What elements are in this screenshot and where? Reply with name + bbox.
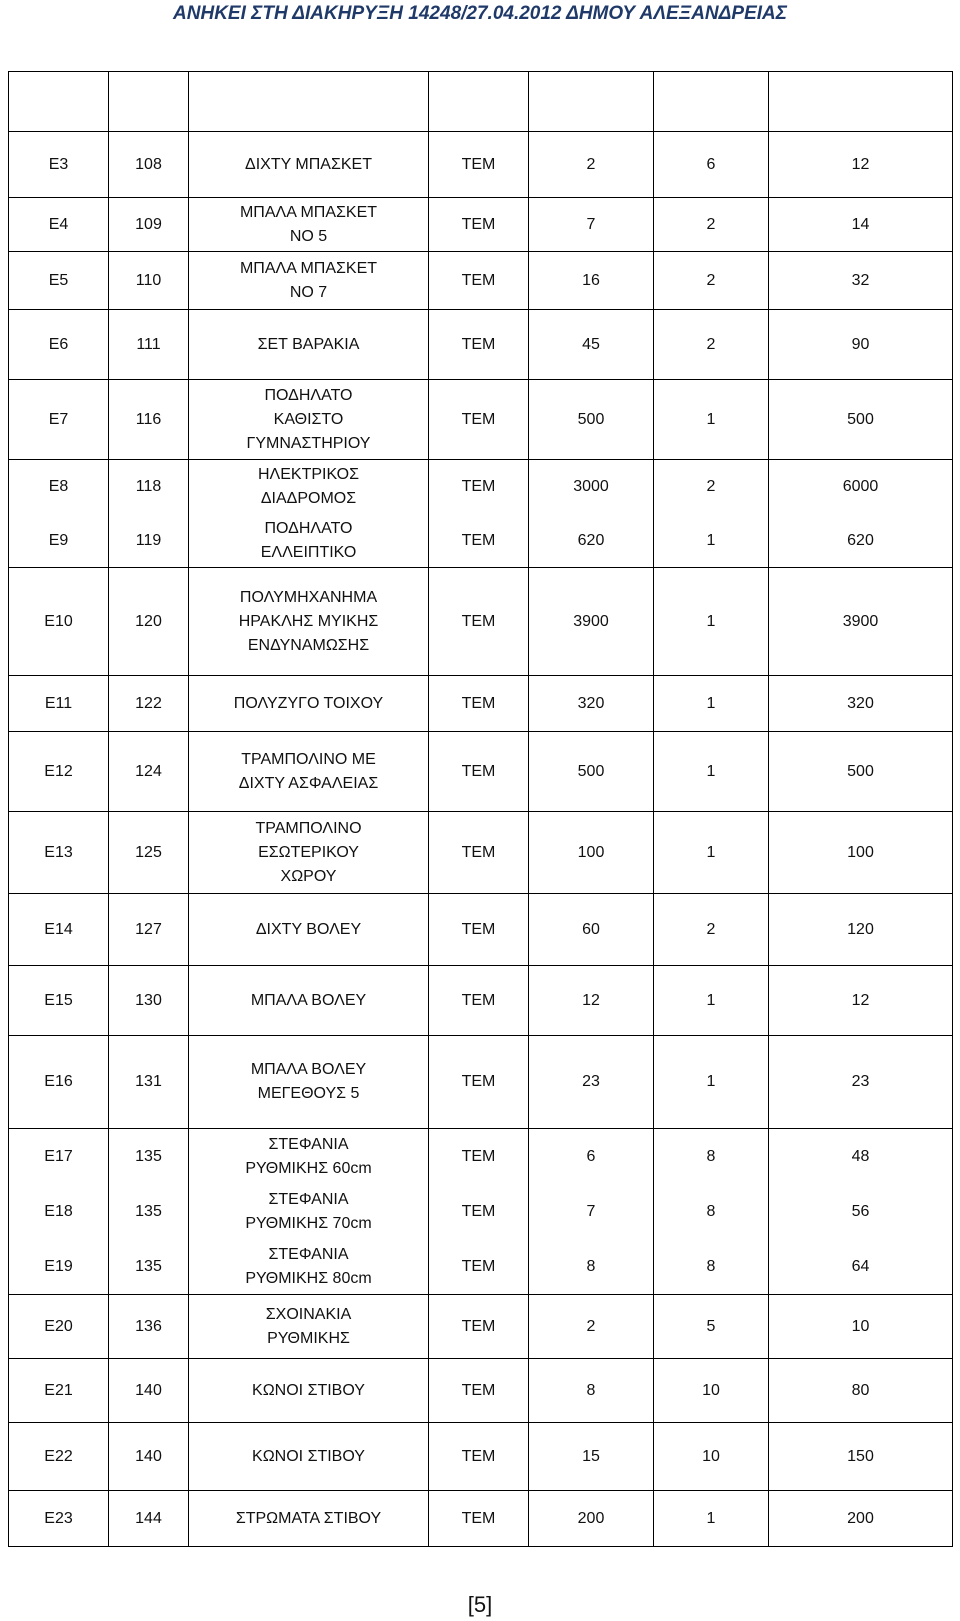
item-price: 16 bbox=[529, 252, 654, 309]
item-description: ΗΛΕΚΤΡΙΚΟΣ ΔΙΑΔΡΟΜΟΣ bbox=[189, 460, 429, 514]
item-total: 6000 bbox=[769, 460, 953, 514]
item-description: ΠΟΛΥΜΗΧΑΝΗΜΑ ΗΡΑΚΛΗΣ ΜΥΙΚΗΣ ΕΝΔΥΝΑΜΩΣΗΣ bbox=[189, 568, 429, 675]
table-row bbox=[9, 1295, 953, 1359]
item-description: ΣΕΤ ΒΑΡΑΚΙΑ bbox=[189, 310, 429, 379]
item-code: Ε22 bbox=[9, 1423, 109, 1490]
item-unit: ΤΕΜ bbox=[429, 310, 529, 379]
item-total: 80 bbox=[769, 1359, 953, 1422]
item-quantity: 1 bbox=[654, 380, 769, 459]
item-quantity: 1 bbox=[654, 514, 769, 567]
item-code: Ε18 bbox=[9, 1185, 109, 1239]
item-number: 118 bbox=[109, 460, 189, 514]
item-quantity: 1 bbox=[654, 676, 769, 731]
item-number: 124 bbox=[109, 732, 189, 811]
item-description: ΤΡΑΜΠΟΛΙΝΟ ΜΕ ΔΙΧΤΥ ΑΣΦΑΛΕΙΑΣ bbox=[189, 732, 429, 811]
item-number: 130 bbox=[109, 966, 189, 1035]
table-row bbox=[9, 966, 953, 1036]
item-description: ΤΡΑΜΠΟΛΙΝΟ ΕΣΩΤΕΡΙΚΟΥ ΧΩΡΟΥ bbox=[189, 812, 429, 893]
item-total: 500 bbox=[769, 380, 953, 459]
item-total: 14 bbox=[769, 198, 953, 251]
item-total: 64 bbox=[769, 1239, 953, 1294]
item-unit: ΤΕΜ bbox=[429, 966, 529, 1035]
item-total: 32 bbox=[769, 252, 953, 309]
item-unit: ΤΕΜ bbox=[429, 1036, 529, 1128]
item-unit: ΤΕΜ bbox=[429, 252, 529, 309]
item-description: ΔΙΧΤΥ ΒΟΛΕΥ bbox=[189, 894, 429, 965]
item-unit: ΤΕΜ bbox=[429, 1129, 529, 1185]
item-description: ΣΤΕΦΑΝΙΑ ΡΥΘΜΙΚΗΣ 70cm bbox=[189, 1185, 429, 1239]
item-code: Ε19 bbox=[9, 1239, 109, 1294]
item-code: Ε23 bbox=[9, 1491, 109, 1546]
item-code: Ε10 bbox=[9, 568, 109, 675]
table-row bbox=[9, 72, 953, 132]
item-price: 100 bbox=[529, 812, 654, 893]
item-total: 3900 bbox=[769, 568, 953, 675]
item-price: 620 bbox=[529, 514, 654, 567]
item-quantity: 1 bbox=[654, 732, 769, 811]
item-total: 620 bbox=[769, 514, 953, 567]
item-total: 150 bbox=[769, 1423, 953, 1490]
item-number: 120 bbox=[109, 568, 189, 675]
table-row bbox=[9, 676, 953, 732]
item-code: Ε7 bbox=[9, 380, 109, 459]
item-price: 23 bbox=[529, 1036, 654, 1128]
table-row bbox=[9, 1185, 953, 1239]
table-row bbox=[9, 1359, 953, 1423]
item-unit: ΤΕΜ bbox=[429, 514, 529, 567]
item-total: 23 bbox=[769, 1036, 953, 1128]
item-code: Ε20 bbox=[9, 1295, 109, 1358]
item-total: 100 bbox=[769, 812, 953, 893]
table-row bbox=[9, 812, 953, 894]
item-number: 110 bbox=[109, 252, 189, 309]
item-unit: ΤΕΜ bbox=[429, 1491, 529, 1546]
item-code: Ε21 bbox=[9, 1359, 109, 1422]
item-total: 200 bbox=[769, 1491, 953, 1546]
item-number: 135 bbox=[109, 1185, 189, 1239]
item-code: Ε17 bbox=[9, 1129, 109, 1185]
item-unit: ΤΕΜ bbox=[429, 1239, 529, 1294]
item-quantity: 2 bbox=[654, 252, 769, 309]
item-number: 111 bbox=[109, 310, 189, 379]
item-unit bbox=[429, 72, 529, 131]
item-quantity: 2 bbox=[654, 198, 769, 251]
item-price: 60 bbox=[529, 894, 654, 965]
item-quantity: 1 bbox=[654, 568, 769, 675]
item-description: ΣΤΕΦΑΝΙΑ ΡΥΘΜΙΚΗΣ 60cm bbox=[189, 1129, 429, 1185]
item-total bbox=[769, 72, 953, 131]
item-price: 12 bbox=[529, 966, 654, 1035]
item-price: 7 bbox=[529, 1185, 654, 1239]
item-number: 109 bbox=[109, 198, 189, 251]
item-description: ΜΠΑΛΑ ΒΟΛΕΥ ΜΕΓΕΘΟΥΣ 5 bbox=[189, 1036, 429, 1128]
item-unit: ΤΕΜ bbox=[429, 812, 529, 893]
item-quantity: 10 bbox=[654, 1359, 769, 1422]
item-description: ΠΟΔΗΛΑΤΟ ΕΛΛΕΙΠΤΙΚΟ bbox=[189, 514, 429, 567]
item-quantity: 8 bbox=[654, 1185, 769, 1239]
item-description: ΣΤΡΩΜΑΤΑ ΣΤΙΒΟΥ bbox=[189, 1491, 429, 1546]
item-price: 3000 bbox=[529, 460, 654, 514]
table-row bbox=[9, 132, 953, 198]
document-header: ΑΝΗΚΕΙ ΣΤΗ ΔΙΑΚΗΡΥΞΗ 14248/27.04.2012 ΔΗΜΟΥ ΑΛΕΞΑΝΔΡΕΙΑΣ bbox=[173, 3, 787, 24]
table-row bbox=[9, 198, 953, 252]
item-code: Ε15 bbox=[9, 966, 109, 1035]
item-description: ΚΩΝΟΙ ΣΤΙΒΟΥ bbox=[189, 1423, 429, 1490]
item-quantity: 2 bbox=[654, 310, 769, 379]
table-row bbox=[9, 732, 953, 812]
item-number: 140 bbox=[109, 1423, 189, 1490]
table-row bbox=[9, 380, 953, 460]
item-total: 90 bbox=[769, 310, 953, 379]
item-price: 7 bbox=[529, 198, 654, 251]
item-number: 108 bbox=[109, 132, 189, 197]
item-price: 500 bbox=[529, 732, 654, 811]
item-code: Ε14 bbox=[9, 894, 109, 965]
item-unit: ΤΕΜ bbox=[429, 1185, 529, 1239]
table-row bbox=[9, 568, 953, 676]
item-description: ΣΤΕΦΑΝΙΑ ΡΥΘΜΙΚΗΣ 80cm bbox=[189, 1239, 429, 1294]
item-unit: ΤΕΜ bbox=[429, 894, 529, 965]
item-price: 8 bbox=[529, 1239, 654, 1294]
table-row bbox=[9, 1423, 953, 1491]
item-quantity: 10 bbox=[654, 1423, 769, 1490]
item-quantity: 1 bbox=[654, 812, 769, 893]
item-code: Ε6 bbox=[9, 310, 109, 379]
item-quantity: 6 bbox=[654, 132, 769, 197]
item-price: 320 bbox=[529, 676, 654, 731]
item-code: Ε11 bbox=[9, 676, 109, 731]
item-quantity: 5 bbox=[654, 1295, 769, 1358]
item-total: 12 bbox=[769, 132, 953, 197]
item-code: Ε8 bbox=[9, 460, 109, 514]
item-description: ΠΟΔΗΛΑΤΟ ΚΑΘΙΣΤΟ ΓΥΜΝΑΣΤΗΡΙΟΥ bbox=[189, 380, 429, 459]
item-number: 135 bbox=[109, 1239, 189, 1294]
item-number: 125 bbox=[109, 812, 189, 893]
page-number: [5] bbox=[467, 1592, 493, 1617]
item-number: 140 bbox=[109, 1359, 189, 1422]
item-number: 136 bbox=[109, 1295, 189, 1358]
item-price: 2 bbox=[529, 1295, 654, 1358]
item-description bbox=[189, 72, 429, 131]
item-price: 45 bbox=[529, 310, 654, 379]
table-row bbox=[9, 460, 953, 514]
item-quantity: 8 bbox=[654, 1239, 769, 1294]
item-number: 116 bbox=[109, 380, 189, 459]
item-description: ΚΩΝΟΙ ΣΤΙΒΟΥ bbox=[189, 1359, 429, 1422]
item-code: Ε9 bbox=[9, 514, 109, 567]
item-price: 3900 bbox=[529, 568, 654, 675]
item-unit: ΤΕΜ bbox=[429, 460, 529, 514]
item-total: 10 bbox=[769, 1295, 953, 1358]
table-row bbox=[9, 1036, 953, 1129]
item-price bbox=[529, 72, 654, 131]
item-price: 15 bbox=[529, 1423, 654, 1490]
item-quantity: 2 bbox=[654, 894, 769, 965]
items-table bbox=[8, 71, 953, 1547]
item-number: 135 bbox=[109, 1129, 189, 1185]
table-row bbox=[9, 514, 953, 568]
item-total: 120 bbox=[769, 894, 953, 965]
item-quantity bbox=[654, 72, 769, 131]
item-total: 12 bbox=[769, 966, 953, 1035]
item-quantity: 1 bbox=[654, 966, 769, 1035]
item-unit: ΤΕΜ bbox=[429, 1423, 529, 1490]
item-number: 127 bbox=[109, 894, 189, 965]
table-row bbox=[9, 894, 953, 966]
item-unit: ΤΕΜ bbox=[429, 198, 529, 251]
table-row bbox=[9, 1129, 953, 1185]
item-code: Ε5 bbox=[9, 252, 109, 309]
item-code bbox=[9, 72, 109, 131]
table-row bbox=[9, 310, 953, 380]
item-price: 8 bbox=[529, 1359, 654, 1422]
item-total: 500 bbox=[769, 732, 953, 811]
table-row bbox=[9, 1491, 953, 1547]
item-unit: ΤΕΜ bbox=[429, 676, 529, 731]
item-code: Ε13 bbox=[9, 812, 109, 893]
item-description: ΜΠΑΛΑ ΒΟΛΕΥ bbox=[189, 966, 429, 1035]
item-quantity: 8 bbox=[654, 1129, 769, 1185]
item-quantity: 2 bbox=[654, 460, 769, 514]
item-code: Ε4 bbox=[9, 198, 109, 251]
table-row bbox=[9, 1239, 953, 1295]
item-unit: ΤΕΜ bbox=[429, 132, 529, 197]
item-price: 500 bbox=[529, 380, 654, 459]
item-quantity: 1 bbox=[654, 1036, 769, 1128]
item-total: 320 bbox=[769, 676, 953, 731]
item-number: 122 bbox=[109, 676, 189, 731]
item-unit: ΤΕΜ bbox=[429, 732, 529, 811]
item-price: 200 bbox=[529, 1491, 654, 1546]
item-price: 6 bbox=[529, 1129, 654, 1185]
item-number: 131 bbox=[109, 1036, 189, 1128]
item-number: 119 bbox=[109, 514, 189, 567]
item-unit: ΤΕΜ bbox=[429, 568, 529, 675]
item-code: Ε12 bbox=[9, 732, 109, 811]
item-description: ΣΧΟΙΝΑΚΙΑ ΡΥΘΜΙΚΗΣ bbox=[189, 1295, 429, 1358]
item-unit: ΤΕΜ bbox=[429, 380, 529, 459]
item-unit: ΤΕΜ bbox=[429, 1359, 529, 1422]
item-quantity: 1 bbox=[654, 1491, 769, 1546]
item-price: 2 bbox=[529, 132, 654, 197]
item-total: 48 bbox=[769, 1129, 953, 1185]
item-code: Ε3 bbox=[9, 132, 109, 197]
item-unit: ΤΕΜ bbox=[429, 1295, 529, 1358]
item-description: ΜΠΑΛΑ ΜΠΑΣΚΕΤ ΝΟ 5 bbox=[189, 198, 429, 251]
item-description: ΔΙΧΤΥ ΜΠΑΣΚΕΤ bbox=[189, 132, 429, 197]
item-description: ΠΟΛΥΖΥΓΟ ΤΟΙΧΟΥ bbox=[189, 676, 429, 731]
table-row bbox=[9, 252, 953, 310]
item-total: 56 bbox=[769, 1185, 953, 1239]
item-number bbox=[109, 72, 189, 131]
item-number: 144 bbox=[109, 1491, 189, 1546]
item-description: ΜΠΑΛΑ ΜΠΑΣΚΕΤ ΝΟ 7 bbox=[189, 252, 429, 309]
item-code: Ε16 bbox=[9, 1036, 109, 1128]
